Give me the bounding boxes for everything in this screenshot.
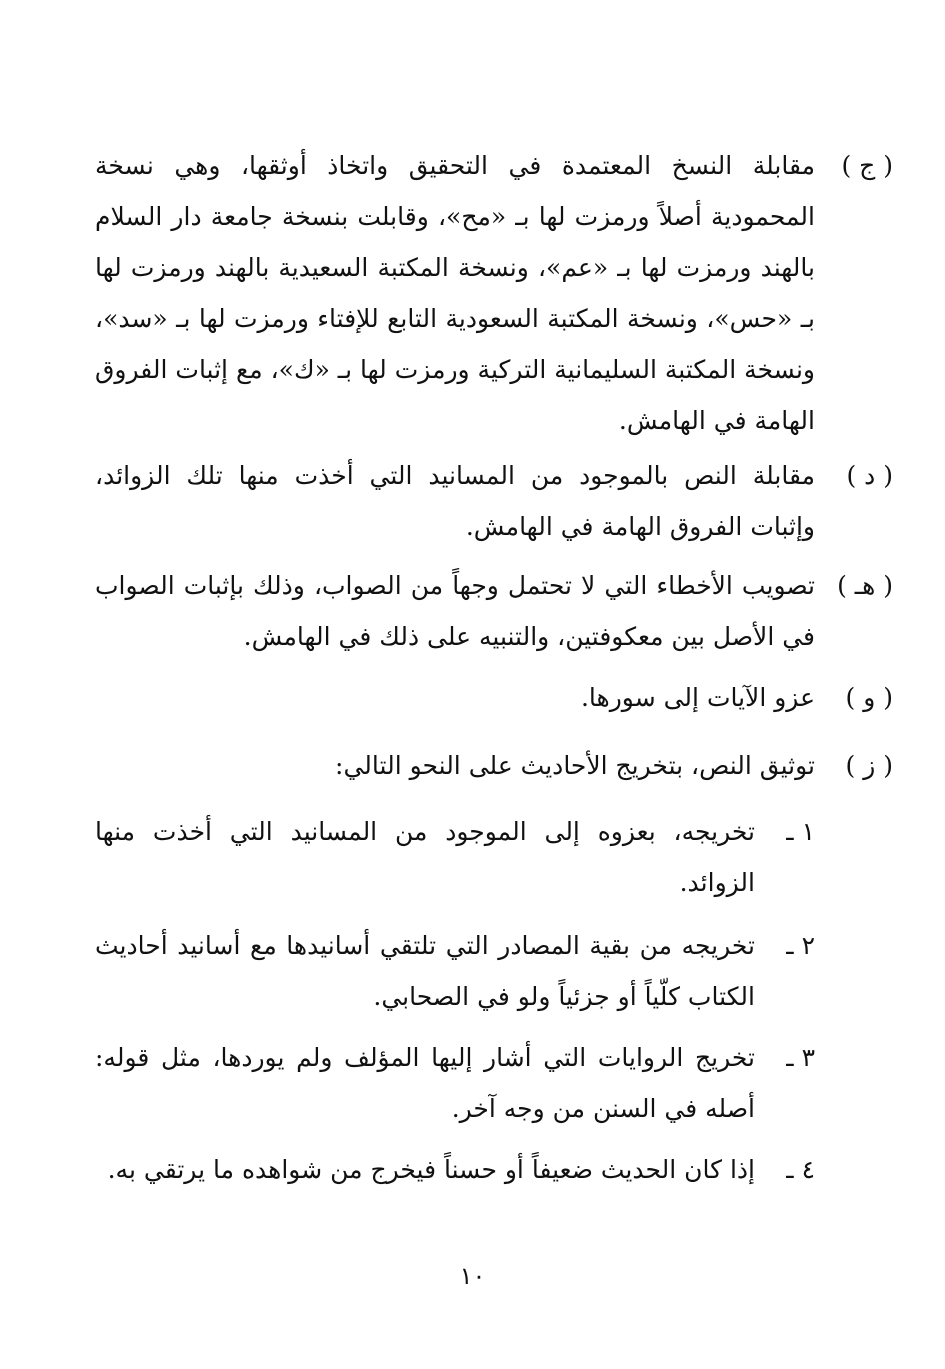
subitem-number: ١ ـ — [786, 817, 815, 846]
subitem-number: ٣ ـ — [786, 1043, 815, 1072]
subitem-number: ٤ ـ — [786, 1155, 815, 1184]
item-text: تصويب الأخطاء التي لا تحتمل وجهاً من الصواب، وذلك بإثبات الصواب في الأصل بين معكوفتين، والتنبيه على ذلك في الهامش. — [95, 571, 815, 651]
subitem-text: تخريجه، بعزوه إلى الموجود من المسانيد التي أخذت منها الزوائد. — [95, 817, 755, 897]
subitem-text: تخريجه من بقية المصادر التي تلتقي أسانيدها مع أسانيد أحاديث الكتاب كلّياً أو جزئياً ولو في الصحابي. — [95, 931, 755, 1011]
subitem-3 — [95, 1032, 815, 1134]
item-zay — [95, 740, 893, 791]
item-marker: ( د ) — [846, 461, 893, 490]
item-waw — [95, 672, 893, 723]
item-text: مقابلة النص بالموجود من المسانيد التي أخذت منها تلك الزوائد، وإثبات الفروق الهامة في الهامش. — [95, 461, 815, 541]
item-ha — [95, 560, 893, 662]
item-marker: ( و ) — [845, 683, 893, 712]
subitem-4 — [95, 1144, 815, 1195]
page-number: ١٠ — [459, 1262, 486, 1290]
subitem-text: تخريج الروايات التي أشار إليها المؤلف ولم يوردها، مثل قوله: أصله في السنن من وجه آخر. — [95, 1043, 755, 1123]
subitem-text: إذا كان الحديث ضعيفاً أو حسناً فيخرج من شواهده ما يرتقي به. — [107, 1155, 755, 1184]
subitem-2 — [95, 920, 815, 1022]
item-jim — [94, 140, 893, 446]
subitem-number: ٢ ـ — [786, 931, 815, 960]
item-marker: ( ج ) — [841, 151, 893, 180]
subitem-1 — [95, 806, 815, 908]
item-text: مقابلة النسخ المعتمدة في التحقيق واتخاذ أوثقها، وهي نسخة المحمودية أصلاً ورمزت لها بـ «مح»، وقابلت بنسخة جامعة دار السلام بالهند ورمزت لها بـ «عم»، ونسخة المكتبة السعيدية بالهند ورمزت لها بـ «حس»، ونسخة المكتبة السعودية التابع للإفتاء ورمزت لها بـ «سد»، ونسخة المكتبة السليمانية التركية ورمزت لها بـ «ك»، مع إثبات الفروق الهامة في الهامش. — [94, 151, 815, 435]
item-text: عزو الآيات إلى سورها. — [580, 683, 815, 712]
item-marker: ( هـ ) — [837, 571, 893, 600]
item-marker: ( ز ) — [845, 751, 893, 780]
item-text: توثيق النص، بتخريج الأحاديث على النحو التالي: — [335, 751, 815, 780]
item-dal — [95, 450, 893, 552]
